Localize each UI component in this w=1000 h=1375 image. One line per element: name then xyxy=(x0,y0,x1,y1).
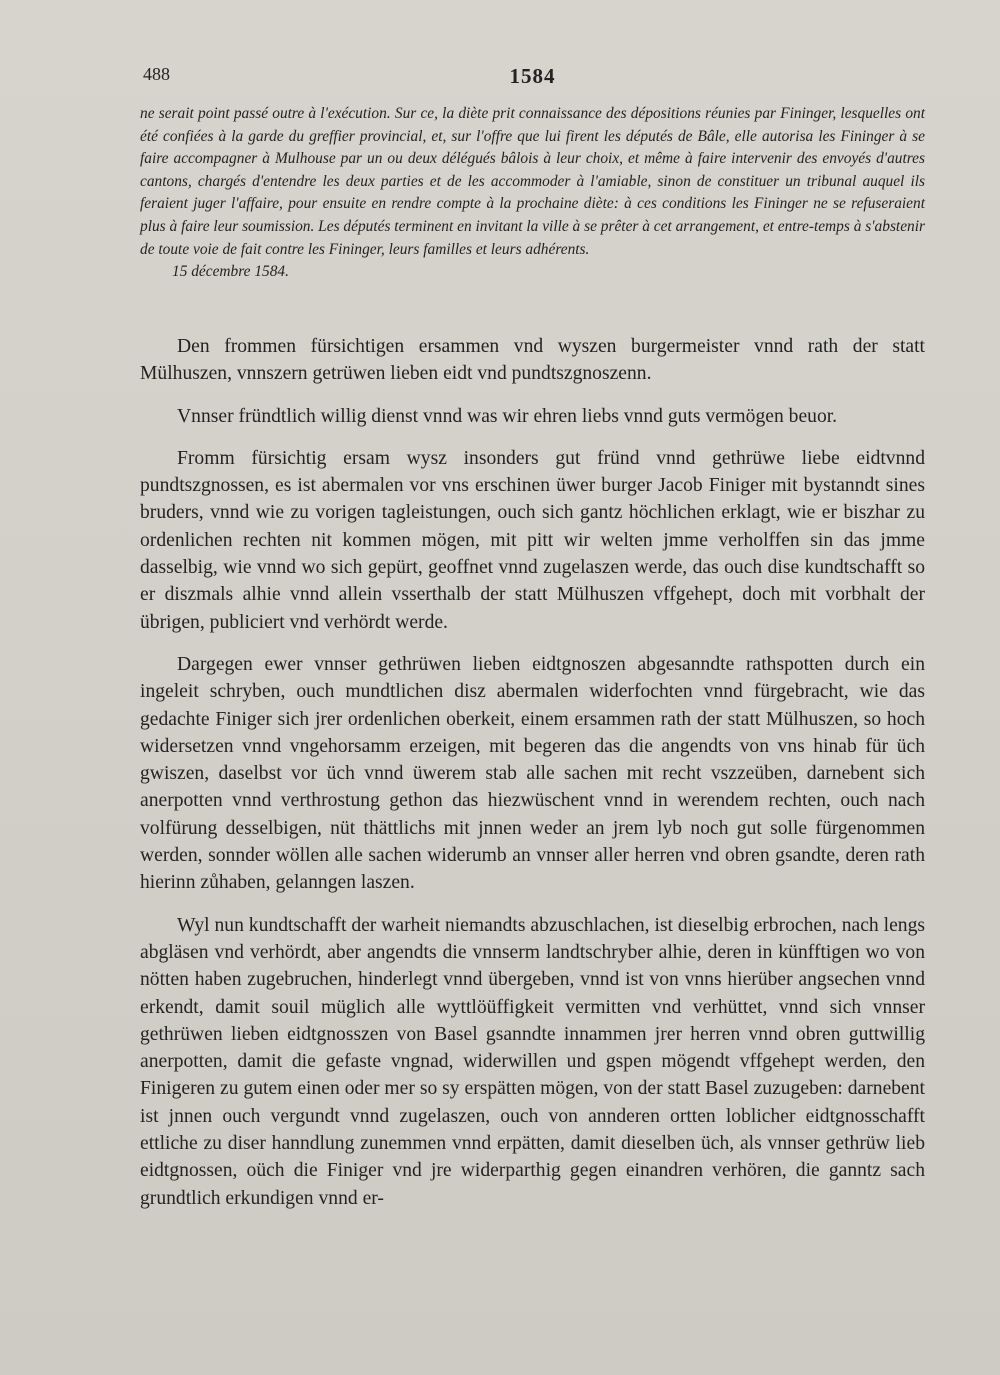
letter-paragraph: Wyl nun kundtschafft der warheit niemandts abzuschlachen, ist dieselbig erbrochen, nach lengs abgläsen vnd verhördt, aber angendts die vnnserm landtschryber alhie, deren in künfftigen wo von nötten haben zugebruchen, hinderlegt vnnd übergeben, vnnd ist von vnns hierüber angsechen vnnd erkendt, damit souil müglich alle wyttlöüffigkeit vermitten vnd verhüttet, vnnd sich vnnser gethrüwen lieben eidtgnosszen von Basel gsanndte innammen jrer herren vnnd obren guttwillig anerpotten, damit die gefaste vngnad, widerwillen und gspen mögendt vffgehept werden, den Finigeren zu gutem einen oder mer so sy erspätten mögen, von der statt Basel zuzugeben: darnebent ist jnnen ouch vergundt vnnd zugelaszen, ouch von annderen ortten loblicher eidtgnosschafft ettliche zu diser hanndlung zunemmen vnnd erpätten, damit dieselben üch, als vnnser gethrüw lieb eidtgnossen, oüch die Finiger vnd jre widerparthig gegen einandren verhören, die ganntz sach grundtlich erkundigen vnnd er- xyxy=(140,914,925,1209)
summary-date: 15 décembre 1584. xyxy=(172,263,289,281)
running-header-year: 1584 xyxy=(509,64,556,88)
letter-body xyxy=(140,333,925,1227)
page-header xyxy=(143,64,922,94)
french-summary xyxy=(140,103,925,284)
letter-paragraph: Fromm fürsichtig ersam wysz insonders gut fründ vnnd gethrüwe liebe eidtvnnd pundtszgnossen, es ist abermalen vor vns erschinen üwer burger Jacob Finiger mit bystanndt sines bruders, vnnd wie zu vorigen tagleistungen, ouch sich gantz höchlichen erklagt, wie er biszhar zu ordenlichen rechten nit kommen mögen, mit pitt wir welten jmme verholffen sin das jmme dasselbig, wie vnnd wo sich gepürt, geoffnet vnnd zugelaszen werde, das ouch dise kundtschafft so er diszmals alhie vnnd allein vsserthalb der statt Mülhuszen vffgehept, doch mit vorbhalt der übrigen, publiciert vnd verhördt werde. xyxy=(140,447,925,633)
letter-address: Den frommen fürsichtigen ersammen vnd wyszen burgermeister vnnd rath der statt Mülhuszen, vnnszern getrüwen lieben eidt vnd pundtszgnoszenn. xyxy=(140,336,925,385)
page-number: 488 xyxy=(143,64,170,84)
letter-paragraph: Dargegen ewer vnnser gethrüwen lieben eidtgnoszen abgesanndte rathspotten durch ein ingeleit schryben, ouch mundtlichen disz abermalen widerfochten vnnd fürgebracht, wie das gedachte Finiger sich jrer ordenlichen oberkeit, einem ersammen rath der statt Mülhuszen, so hoch widersetzen vnnd vngehorsamm erzeigen, mit begeren das die angendts von vns hinab für üch gwiszen, daselbst vor üch vnnd üwerem stab alle sachen mit recht vszzeüben, darnebent sich anerpotten vnnd verthrostung gethon das hiezwüschent vnnd in werendem rechten, ouch nach volfürung desselbigen, nüt thättlichs mit jnnen weder an jrem lyb noch gut solle fürgenommen werden, sonnder wöllen alle sachen widerumb an vnnser aller herren vnd obren gsandte, deren rath hierinn zůhaben, gelanngen laszen. xyxy=(140,653,925,894)
letter-greeting: Vnnser fründtlich willig dienst vnnd was wir ehren liebs vnnd guts vermögen beuor. xyxy=(177,405,838,427)
summary-text: ne serait point passé outre à l'exécution. Sur ce, la diète prit connaissance des dépositions réunies par Fininger, lesquelles ont été confiées à la garde du greffier provincial, et, sur l'offre que lui firent les députés de Bâle, elle autorisa les Fininger à se faire accompagner à Mulhouse par un ou deux délégués bâlois à leur choix, et même à faire intervenir des envoyés d'autres cantons, chargés d'entendre les deux parties et de les accommoder à l'amiable, sinon de constituer un tribunal auquel ils feraient juger l'affaire, pour ensuite en rendre compte à la prochaine diète: à ces conditions les Fininger ne se refuseraient plus à faire leur soumission. Les députés terminent en invitant la ville à se prêter à cet arrangement, et entre-temps à s'abstenir de toute voie de fait contre les Fininger, leurs familles et leurs adhérents. xyxy=(140,105,925,258)
